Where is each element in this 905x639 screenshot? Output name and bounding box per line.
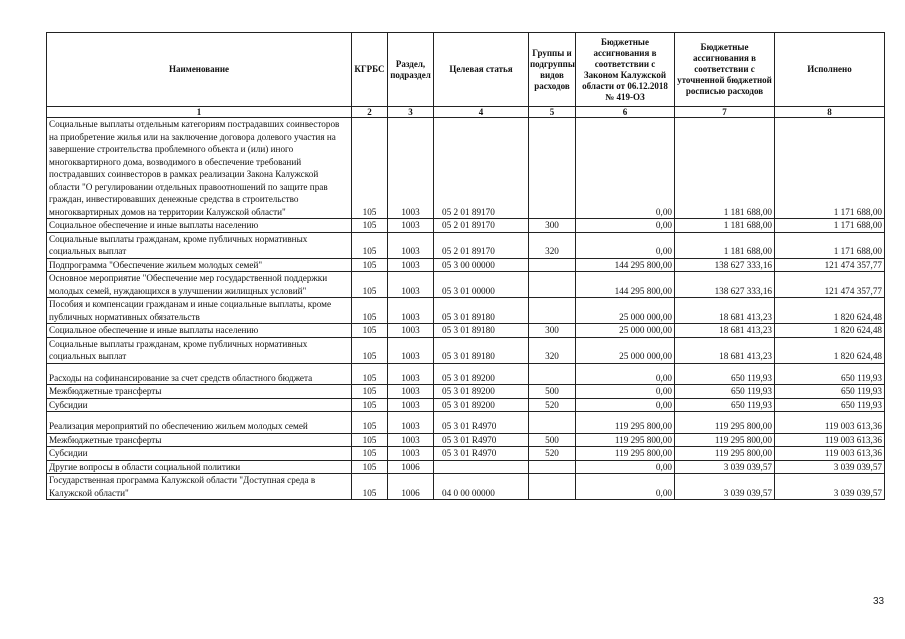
header-updated-allocations: Бюджетные ассигнования в соответствии с уточненной бюджетной росписью расходов bbox=[675, 33, 775, 107]
header-executed: Исполнено bbox=[775, 33, 885, 107]
row-target bbox=[434, 460, 529, 474]
row-updated-allocation: 1 181 688,00 bbox=[675, 232, 775, 258]
row-law-allocation: 144 295 800,00 bbox=[576, 258, 675, 272]
row-executed: 650 119,93 bbox=[775, 398, 885, 412]
row-name: Подпрограмма "Обеспечение жильем молодых семей" bbox=[47, 258, 352, 272]
row-section: 1003 bbox=[388, 219, 434, 233]
row-target: 05 3 01 R4970 bbox=[434, 433, 529, 447]
row-executed: 3 039 039,57 bbox=[775, 460, 885, 474]
table-row bbox=[47, 118, 885, 219]
row-target: 05 2 01 89170 bbox=[434, 118, 529, 219]
row-name: Социальное обеспечение и иные выплаты населению bbox=[47, 219, 352, 233]
row-group bbox=[529, 298, 576, 324]
row-name: Другие вопросы в области социальной политики bbox=[47, 460, 352, 474]
row-executed: 1 171 688,00 bbox=[775, 219, 885, 233]
row-section: 1003 bbox=[388, 118, 434, 219]
row-updated-allocation: 3 039 039,57 bbox=[675, 474, 775, 500]
row-kgrbs: 105 bbox=[352, 398, 388, 412]
row-kgrbs: 105 bbox=[352, 272, 388, 298]
row-group bbox=[529, 118, 576, 219]
row-updated-allocation: 1 181 688,00 bbox=[675, 118, 775, 219]
header-law-allocations: Бюджетные ассигнования в соответствии с Законом Калужской области от 06.12.2018 № 419-ОЗ bbox=[576, 33, 675, 107]
table-row bbox=[47, 232, 885, 258]
row-executed: 119 003 613,36 bbox=[775, 412, 885, 434]
row-name: Пособия и компенсации гражданам и иные социальные выплаты, кроме публичных нормативных обязательств bbox=[47, 298, 352, 324]
header-target: Целевая статья bbox=[434, 33, 529, 107]
row-updated-allocation: 18 681 413,23 bbox=[675, 337, 775, 363]
table-row bbox=[47, 447, 885, 461]
row-group: 320 bbox=[529, 337, 576, 363]
table-row bbox=[47, 412, 885, 434]
row-kgrbs: 105 bbox=[352, 433, 388, 447]
row-kgrbs: 105 bbox=[352, 337, 388, 363]
header-name: Наименование bbox=[47, 33, 352, 107]
row-target: 04 0 00 00000 bbox=[434, 474, 529, 500]
row-group bbox=[529, 412, 576, 434]
row-target: 05 3 01 89180 bbox=[434, 337, 529, 363]
column-number: 6 bbox=[576, 107, 675, 118]
row-section: 1003 bbox=[388, 433, 434, 447]
column-number: 8 bbox=[775, 107, 885, 118]
row-target: 05 3 01 89180 bbox=[434, 324, 529, 338]
row-target: 05 3 01 89200 bbox=[434, 363, 529, 385]
table-row bbox=[47, 385, 885, 399]
row-section: 1003 bbox=[388, 398, 434, 412]
row-executed: 3 039 039,57 bbox=[775, 474, 885, 500]
row-name: Субсидии bbox=[47, 447, 352, 461]
row-executed: 1 820 624,48 bbox=[775, 324, 885, 338]
row-section: 1003 bbox=[388, 363, 434, 385]
column-number: 7 bbox=[675, 107, 775, 118]
row-updated-allocation: 650 119,93 bbox=[675, 363, 775, 385]
row-section: 1003 bbox=[388, 298, 434, 324]
row-updated-allocation: 119 295 800,00 bbox=[675, 412, 775, 434]
row-target: 05 2 01 89170 bbox=[434, 219, 529, 233]
row-updated-allocation: 119 295 800,00 bbox=[675, 447, 775, 461]
row-group: 520 bbox=[529, 398, 576, 412]
table-row bbox=[47, 460, 885, 474]
row-name: Основное мероприятие "Обеспечение мер государственной поддержки молодых семей, нуждающихся в улучшении жилищных условий" bbox=[47, 272, 352, 298]
row-updated-allocation: 18 681 413,23 bbox=[675, 298, 775, 324]
row-group: 500 bbox=[529, 385, 576, 399]
row-executed: 121 474 357,77 bbox=[775, 258, 885, 272]
row-group: 300 bbox=[529, 219, 576, 233]
table-row bbox=[47, 337, 885, 363]
row-kgrbs: 105 bbox=[352, 363, 388, 385]
row-executed: 1 820 624,48 bbox=[775, 337, 885, 363]
row-executed: 650 119,93 bbox=[775, 363, 885, 385]
row-section: 1003 bbox=[388, 412, 434, 434]
row-law-allocation: 0,00 bbox=[576, 398, 675, 412]
row-updated-allocation: 1 181 688,00 bbox=[675, 219, 775, 233]
table-row bbox=[47, 363, 885, 385]
row-group: 320 bbox=[529, 232, 576, 258]
row-kgrbs: 105 bbox=[352, 385, 388, 399]
row-group bbox=[529, 258, 576, 272]
row-kgrbs: 105 bbox=[352, 118, 388, 219]
row-name: Социальные выплаты гражданам, кроме публичных нормативных социальных выплат bbox=[47, 337, 352, 363]
row-law-allocation: 25 000 000,00 bbox=[576, 324, 675, 338]
row-name: Межбюджетные трансферты bbox=[47, 385, 352, 399]
header-groups: Группы и подгруппы видов расходов bbox=[529, 33, 576, 107]
table-row bbox=[47, 398, 885, 412]
row-law-allocation: 119 295 800,00 bbox=[576, 433, 675, 447]
row-section: 1003 bbox=[388, 385, 434, 399]
row-law-allocation: 0,00 bbox=[576, 474, 675, 500]
row-kgrbs: 105 bbox=[352, 219, 388, 233]
row-updated-allocation: 650 119,93 bbox=[675, 398, 775, 412]
row-section: 1003 bbox=[388, 232, 434, 258]
row-group: 520 bbox=[529, 447, 576, 461]
row-name: Социальные выплаты отдельным категориям пострадавших соинвесторов на приобретение жилья или на заключение договора долевого участия на завершение строительства проблемного объекта и (или) иного многоквартирного дома, возводимого в обеспечение требований пострадавших соинвесторов в рамках реализации Закона Калужской области "О регулировании отдельных правоотношений по защите прав граждан, инвестировавших денежные средства в строительство многоквартирных домов на территории Калужской области" bbox=[47, 118, 352, 219]
row-section: 1003 bbox=[388, 447, 434, 461]
row-law-allocation: 25 000 000,00 bbox=[576, 298, 675, 324]
row-group bbox=[529, 363, 576, 385]
row-kgrbs: 105 bbox=[352, 258, 388, 272]
column-number: 5 bbox=[529, 107, 576, 118]
row-name: Субсидии bbox=[47, 398, 352, 412]
row-target: 05 2 01 89170 bbox=[434, 232, 529, 258]
row-group bbox=[529, 460, 576, 474]
row-kgrbs: 105 bbox=[352, 447, 388, 461]
table-row bbox=[47, 219, 885, 233]
row-section: 1006 bbox=[388, 460, 434, 474]
row-kgrbs: 105 bbox=[352, 232, 388, 258]
row-section: 1003 bbox=[388, 258, 434, 272]
row-law-allocation: 0,00 bbox=[576, 118, 675, 219]
row-target: 05 3 01 00000 bbox=[434, 272, 529, 298]
row-name: Социальные выплаты гражданам, кроме публичных нормативных социальных выплат bbox=[47, 232, 352, 258]
row-target: 05 3 00 00000 bbox=[434, 258, 529, 272]
table-row bbox=[47, 298, 885, 324]
row-law-allocation: 0,00 bbox=[576, 460, 675, 474]
row-updated-allocation: 119 295 800,00 bbox=[675, 433, 775, 447]
row-section: 1003 bbox=[388, 337, 434, 363]
row-updated-allocation: 138 627 333,16 bbox=[675, 272, 775, 298]
row-kgrbs: 105 bbox=[352, 298, 388, 324]
table-body bbox=[47, 118, 885, 500]
column-number: 1 bbox=[47, 107, 352, 118]
row-target: 05 3 01 R4970 bbox=[434, 447, 529, 461]
column-number: 3 bbox=[388, 107, 434, 118]
table-row bbox=[47, 474, 885, 500]
table-row bbox=[47, 324, 885, 338]
row-executed: 1 171 688,00 bbox=[775, 232, 885, 258]
row-kgrbs: 105 bbox=[352, 474, 388, 500]
row-group: 500 bbox=[529, 433, 576, 447]
row-kgrbs: 105 bbox=[352, 412, 388, 434]
row-law-allocation: 0,00 bbox=[576, 219, 675, 233]
column-number: 4 bbox=[434, 107, 529, 118]
row-law-allocation: 0,00 bbox=[576, 385, 675, 399]
row-law-allocation: 25 000 000,00 bbox=[576, 337, 675, 363]
row-law-allocation: 0,00 bbox=[576, 232, 675, 258]
budget-table bbox=[46, 32, 885, 500]
column-number: 2 bbox=[352, 107, 388, 118]
row-section: 1003 bbox=[388, 272, 434, 298]
row-section: 1003 bbox=[388, 324, 434, 338]
row-kgrbs: 105 bbox=[352, 324, 388, 338]
row-name: Межбюджетные трансферты bbox=[47, 433, 352, 447]
row-updated-allocation: 3 039 039,57 bbox=[675, 460, 775, 474]
table-row bbox=[47, 272, 885, 298]
page-number: 33 bbox=[873, 596, 885, 607]
row-law-allocation: 119 295 800,00 bbox=[576, 412, 675, 434]
row-executed: 1 820 624,48 bbox=[775, 298, 885, 324]
table-row bbox=[47, 433, 885, 447]
row-executed: 650 119,93 bbox=[775, 385, 885, 399]
row-updated-allocation: 138 627 333,16 bbox=[675, 258, 775, 272]
row-name: Государственная программа Калужской области "Доступная среда в Калужской области" bbox=[47, 474, 352, 500]
row-updated-allocation: 650 119,93 bbox=[675, 385, 775, 399]
row-executed: 119 003 613,36 bbox=[775, 447, 885, 461]
header-row bbox=[47, 33, 885, 107]
row-group bbox=[529, 474, 576, 500]
row-group: 300 bbox=[529, 324, 576, 338]
row-law-allocation: 119 295 800,00 bbox=[576, 447, 675, 461]
row-target: 05 3 01 R4970 bbox=[434, 412, 529, 434]
row-name: Расходы на софинансирование за счет средств областного бюджета bbox=[47, 363, 352, 385]
row-target: 05 3 01 89200 bbox=[434, 385, 529, 399]
row-target: 05 3 01 89200 bbox=[434, 398, 529, 412]
table-row bbox=[47, 258, 885, 272]
row-name: Реализация мероприятий по обеспечению жильем молодых семей bbox=[47, 412, 352, 434]
row-target: 05 3 01 89180 bbox=[434, 298, 529, 324]
row-law-allocation: 144 295 800,00 bbox=[576, 272, 675, 298]
column-number-row bbox=[47, 107, 885, 118]
row-executed: 121 474 357,77 bbox=[775, 272, 885, 298]
row-group bbox=[529, 272, 576, 298]
row-kgrbs: 105 bbox=[352, 460, 388, 474]
row-section: 1006 bbox=[388, 474, 434, 500]
row-executed: 119 003 613,36 bbox=[775, 433, 885, 447]
row-law-allocation: 0,00 bbox=[576, 363, 675, 385]
row-updated-allocation: 18 681 413,23 bbox=[675, 324, 775, 338]
row-name: Социальное обеспечение и иные выплаты населению bbox=[47, 324, 352, 338]
header-kgrbs: КГРБС bbox=[352, 33, 388, 107]
row-executed: 1 171 688,00 bbox=[775, 118, 885, 219]
header-section: Раздел, подраздел bbox=[388, 33, 434, 107]
